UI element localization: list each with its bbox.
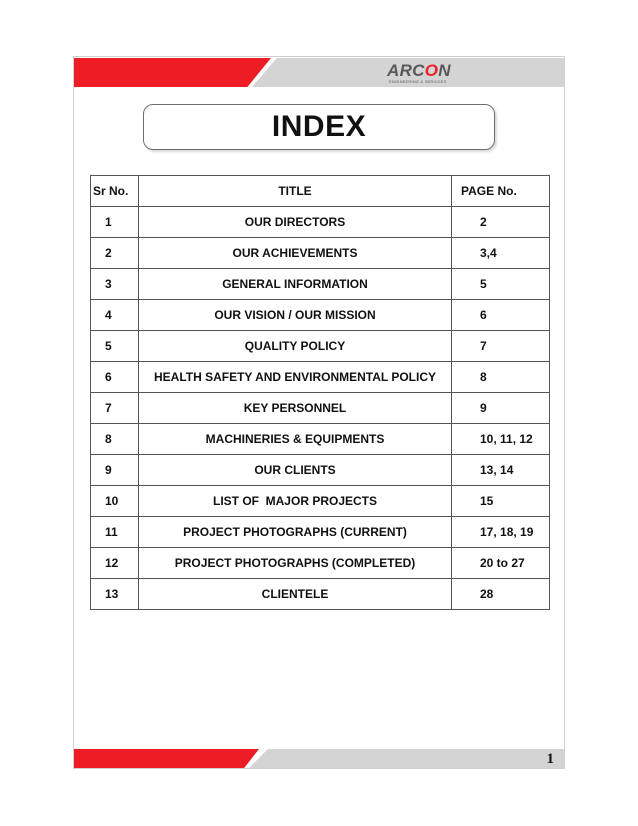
document-page: [73, 56, 565, 769]
table-row: [91, 486, 550, 517]
table-row: [91, 331, 550, 362]
index-title-box: [143, 104, 495, 150]
arcon-logo: [387, 62, 449, 86]
row-sr-no: 9: [91, 455, 139, 486]
row-title: KEY PERSONNEL: [139, 393, 452, 424]
row-page: 9: [452, 393, 550, 424]
page-number: 1: [546, 751, 554, 767]
row-title: HEALTH SAFETY AND ENVIRONMENTAL POLICY: [139, 362, 452, 393]
header-page-no: PAGE No.: [452, 176, 550, 207]
row-sr-no: 4: [91, 300, 139, 331]
table-row: [91, 424, 550, 455]
row-sr-no: 3: [91, 269, 139, 300]
table-row: [91, 455, 550, 486]
header-title: TITLE: [139, 176, 452, 207]
row-page: 20 to 27: [452, 548, 550, 579]
row-sr-no: 11: [91, 517, 139, 548]
row-title: PROJECT PHOTOGRAPHS (CURRENT): [139, 517, 452, 548]
row-page: 28: [452, 579, 550, 610]
row-sr-no: 12: [91, 548, 139, 579]
table-row: [91, 238, 550, 269]
table-row: [91, 579, 550, 610]
row-page: 10, 11, 12: [452, 424, 550, 455]
row-title: OUR CLIENTS: [139, 455, 452, 486]
table-row: [91, 269, 550, 300]
row-sr-no: 7: [91, 393, 139, 424]
row-title: OUR DIRECTORS: [139, 207, 452, 238]
row-sr-no: 1: [91, 207, 139, 238]
row-sr-no: 2: [91, 238, 139, 269]
row-title: CLIENTELE: [139, 579, 452, 610]
row-title: LIST OF MAJOR PROJECTS: [139, 486, 452, 517]
row-page: 3,4: [452, 238, 550, 269]
index-table: [90, 175, 550, 610]
row-sr-no: 8: [91, 424, 139, 455]
table-header-row: [91, 176, 550, 207]
footer-gray-stripe: [249, 749, 564, 768]
table-row: [91, 300, 550, 331]
row-page: 5: [452, 269, 550, 300]
row-title: PROJECT PHOTOGRAPHS (COMPLETED): [139, 548, 452, 579]
row-page: 17, 18, 19: [452, 517, 550, 548]
row-sr-no: 5: [91, 331, 139, 362]
header-sr-no: Sr No.: [91, 176, 139, 207]
footer-red-stripe: [74, 749, 259, 768]
row-title: OUR ACHIEVEMENTS: [139, 238, 452, 269]
row-page: 7: [452, 331, 550, 362]
row-title: QUALITY POLICY: [139, 331, 452, 362]
footer-band: [74, 749, 564, 768]
row-sr-no: 6: [91, 362, 139, 393]
row-title: OUR VISION / OUR MISSION: [139, 300, 452, 331]
table-row: [91, 393, 550, 424]
logo-word-o: O: [424, 61, 439, 80]
row-page: 8: [452, 362, 550, 393]
row-sr-no: 10: [91, 486, 139, 517]
row-title: GENERAL INFORMATION: [139, 269, 452, 300]
row-sr-no: 13: [91, 579, 139, 610]
logo-wordmark: [387, 62, 451, 80]
header-band: [74, 58, 564, 87]
table-row: [91, 362, 550, 393]
table-row: [91, 517, 550, 548]
row-page: 2: [452, 207, 550, 238]
index-title: INDEX: [271, 110, 367, 143]
logo-word-post: N: [438, 61, 451, 80]
logo-tagline: ENGINEERING & SERVICES: [389, 79, 447, 84]
header-red-stripe: [74, 58, 271, 87]
row-title: MACHINERIES & EQUIPMENTS: [139, 424, 452, 455]
row-page: 13, 14: [452, 455, 550, 486]
logo-word-pre: ARC: [387, 61, 425, 80]
table-row: [91, 548, 550, 579]
row-page: 6: [452, 300, 550, 331]
table-row: [91, 207, 550, 238]
row-page: 15: [452, 486, 550, 517]
